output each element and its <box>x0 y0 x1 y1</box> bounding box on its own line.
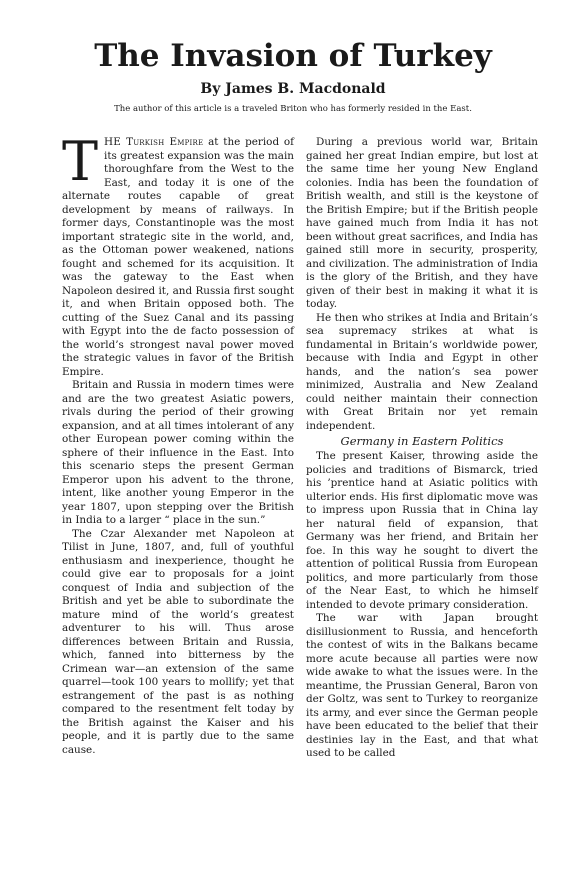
right-paragraph-2: He then who strikes at India and Britain’s sea supremacy strikes at what is fundamental in Britain’s worldwide power, because with India and Egypt in other hands, and the nation’s sea power minimized, Australia and New Zealand could neither maintain their connection with Great Britain nor yet remain independent. <box>306 311 538 432</box>
section-subheading: Germany in Eastern Politics <box>340 434 504 448</box>
left-column <box>62 130 294 757</box>
right-column <box>306 136 538 761</box>
drop-cap: T <box>62 130 99 193</box>
right-paragraph-3: The present Kaiser, throwing aside the policies and traditions of Bismarck, tried his ’prentice hand at Asiatic politics with ulterior ends. His first diplomatic move was to impress upon Russia that in China lay her natural field of expansion, that Germany was her friend, and Britain her foe. In this way he sought to divert the attention of political Russia from European politics, and more particularly from those of the Near East, to which he himself intended to devote primary consideration. <box>306 450 538 611</box>
right-paragraph-4: The war with Japan brought disillusionment to Russia, and henceforth the contest of wits in the Balkans became more acute because all parties were now wide awake to what the issues were. In the meantime, the Prussian General, Baron von der Goltz, was sent to Turkey to reorganize its army, and ever since the German people have been educated to the belief that their destinies lay in the East, and that what used to be called <box>306 612 538 759</box>
left-paragraph-1 <box>62 130 294 379</box>
article-byline: By James B. Macdonald <box>200 81 386 97</box>
left-paragraph-2: Britain and Russia in modern times were and are the two greatest Asiatic powers, rivals during the period of their growing expansion, and at all times intolerant of any other European power coming within the sphere of their influence in the East. Into this scenario steps the present German Emperor upon his advent to the throne, intent, like another young Emperor in the year 1807, upon stepping over the British in India to a larger “ place in the sun.” <box>62 379 294 526</box>
lead-in-caps: HE Turkish Empire <box>104 136 204 148</box>
left-paragraph-3: The Czar Alexander met Napoleon at Tilist in June, 1807, and, full of youthful enthusiasm and inexperience, thought he could give ear to proposals for a joint conquest of India and subjection of the British and yet be able to subordinate the mature mind of the world’s greatest adventurer to his will. Thus arose differences between Britain and Russia, which, fanned into bitterness by the Crimean war—an extension of the same quarrel—took 100 years to mollify; yet that estrangement of the past is as nothing compared to the resentment felt today by the British against the Kaiser and his people, and it is partly due to the same cause. <box>62 527 294 756</box>
right-paragraph-1: During a previous world war, Britain gained her great Indian empire, but lost at the same time her young New England colonies. India has been the foundation of British wealth, and still is the keystone of the British Empire; but if the British people have gained much from India it has not been without great sacrifices, and India has gained still more in security, prosperity, and civilization. The administration of India is the glory of the British, and they have given of their best in making it what it is today. <box>306 136 538 310</box>
author-note: The author of this article is a traveled Briton who has formerly resided in the East. <box>114 104 472 114</box>
article-title: The Invasion of Turkey <box>94 38 492 74</box>
left-paragraph-1-text: at the period of its greatest expansion was the main thoroughfare from the West to the East, and today it is one of the alternate routes capable of great development by means of railways. In former days, Constantinople was the most important strategic site in the world, and, as the Ottoman power weakened, nations fought and schemed for its acquisition. It was the gateway to the East when Napoleon desired it, and Russia first sought it, and when Britain opposed both. The cutting of the Suez Canal and its passing with Egypt into the de facto possession of the world’s strongest naval power moved the strategic values in favor of the British Empire. <box>62 136 294 378</box>
